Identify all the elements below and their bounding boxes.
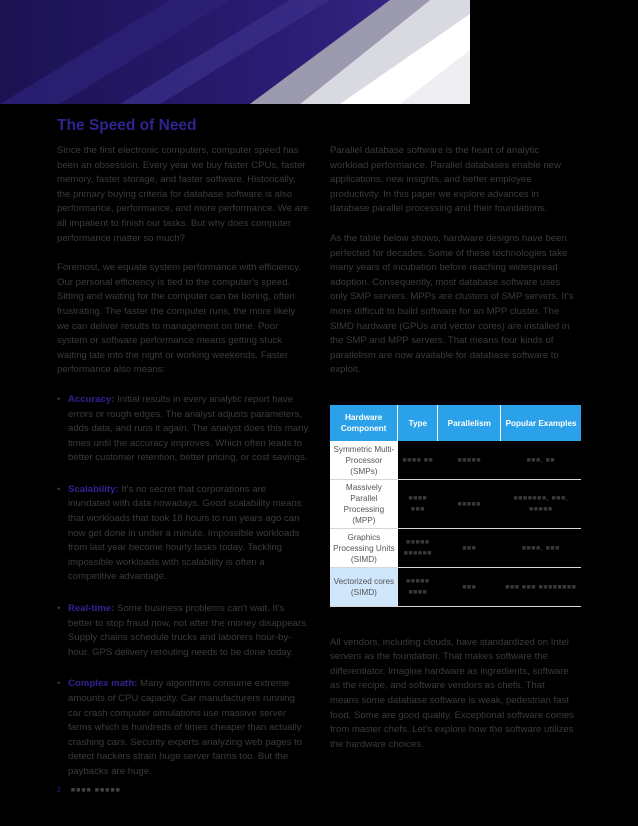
paragraph: Parallel database software is the heart of analytic workload performance. Parallel databases enable new applications, new insights, and better employee productivity. In this paper we explore advances in database parallel processing and their foundations.	[330, 145, 561, 215]
table-row	[330, 441, 581, 480]
list-item-label: Real-time:	[68, 603, 115, 615]
column-header: Type	[398, 405, 438, 441]
table-cell: ■■■	[438, 529, 501, 568]
paragraph: Foremost, we equate system performance with efficiency. Our personal efficiency is tied to the computer's speed. Sitting and waiting for the computer can be boring, often frustrating. The faster the computer runs, the more likely we can deliver results to management on time. Poor system or software performance means getting stuck waiting late into the night or working weekends. Faster performance also means:	[57, 262, 301, 376]
bullet-icon: •	[57, 483, 61, 495]
paragraph: All vendors, including clouds, have standardized on Intel servers as the foundation. That makes software the differentiator. Imagine hardware as ingredients, software as the recipe, and software vendors as chefs. That means some database software is weak, pedestrian fast food. Some are good quality. Exceptional software comes from master chefs. Let's explore how the software utilizes the hardware choices.	[330, 636, 575, 750]
left-column	[57, 144, 310, 797]
table-cell: ■■■■■	[438, 441, 501, 480]
table-cell: ■■■■■ ■■■■	[398, 568, 438, 607]
table-row	[330, 568, 581, 607]
banner-graphic	[0, 0, 470, 104]
list-item-text: Some business problems can't wait. It's better to stop fraud now, not after the money disappears. Supply chains schedule trucks and laborers hour-by-hour. GPS delivery rerouting needs to be done today.	[68, 603, 309, 658]
paragraph: As the table below shows, hardware designs have been perfected for decades. Some of these technologies take many years of incubation before reaching widespread adoption. Consequently, most database software uses only SMP servers. MPPs are clusters of SMP servers. It's more difficult to build software for an MPP cluster. The SIMD hardware (GPUs and vector cores) are installed in the SMP and MPP servers. That means four kinds of parallelism are now available for database software to exploit.	[330, 232, 574, 376]
table-row	[330, 529, 581, 568]
right-column	[330, 144, 575, 393]
list-item	[57, 393, 310, 466]
table-cell: ■■■■, ■■■	[501, 529, 581, 568]
table-cell: ■■■■ ■■	[398, 441, 438, 480]
table-cell: ■■■, ■■	[501, 441, 581, 480]
table-header-row	[330, 405, 581, 441]
table-row	[330, 480, 581, 529]
hardware-table	[330, 405, 581, 607]
table-cell: ■■■	[438, 568, 501, 607]
header-banner	[0, 0, 470, 104]
table-cell: ■■■■■	[438, 480, 501, 529]
table-cell: Graphics Processing Units (SIMD)	[330, 529, 398, 568]
list-item	[57, 483, 310, 585]
table-cell: ■■■■■■■, ■■■, ■■■■■	[501, 480, 581, 529]
page-footer	[57, 787, 121, 794]
page-number: 2	[57, 787, 62, 794]
list-item-text: Many algorithms consume extreme amounts of CPU capacity. Car manufacturers running car crash computer simulations use massive server farms which is hundreds of times cheaper than actually crashing cars. Security experts analyzing web pages to detect hackers strain huge server farms too. But the paybacks are huge.	[68, 678, 303, 777]
table-cell: ■■■■■ ■■■■■■	[398, 529, 438, 568]
table-cell: Vectorized cores (SIMD)	[330, 568, 398, 607]
benefits-list	[57, 393, 310, 780]
table-cell: ■■■■ ■■■	[398, 480, 438, 529]
bullet-icon: •	[57, 603, 61, 615]
list-item-label: Accuracy:	[68, 393, 115, 405]
table-cell: Symmetric Multi-Processor (SMPs)	[330, 441, 398, 480]
bullet-icon: •	[57, 678, 61, 690]
table-cell: ■■■ ■■■ ■■■■■■■■	[501, 568, 581, 607]
column-header: Popular Examples	[501, 405, 581, 441]
page-title: The Speed of Need	[57, 117, 197, 134]
bullet-icon: •	[57, 393, 61, 405]
paragraph: Since the first electronic computers, computer speed has been an obsession. Every year we buy faster CPUs, faster memory, faster storage, and faster software. Historically, the primary buying criteria for database software is also performance, performance, and more performance. We are all impatient to finish our tasks. But why does computer performance matter so much?	[57, 145, 309, 244]
list-item	[57, 677, 310, 779]
list-item	[57, 602, 310, 660]
list-item-label: Complex math:	[68, 678, 138, 690]
list-item-text: Initial results in every analytic report have errors or rough edges. The analyst adjusts parameters, adds data, and runs it again. The analyst does this many times until the accuracy improves. Which often leads to better customer retention, better pricing, or cost savings.	[68, 393, 309, 464]
column-header: Parallelism	[438, 405, 501, 441]
table-cell: Massively Parallel Processing (MPP)	[330, 480, 398, 529]
footer-text: ■■■■ ■■■■■	[70, 787, 121, 794]
list-item-label: Scalability:	[68, 483, 119, 495]
list-item-text: It's no secret that corporations are inundated with data nowadays. Good scalability means that workloads that took 18 hours to run years ago can now get done in under a minute. Impossible workloads from last year become hourly tasks today. Tackling impossible workloads with scalability is often a competitive advantage.	[68, 483, 302, 583]
column-header: Hardware Component	[330, 405, 398, 441]
